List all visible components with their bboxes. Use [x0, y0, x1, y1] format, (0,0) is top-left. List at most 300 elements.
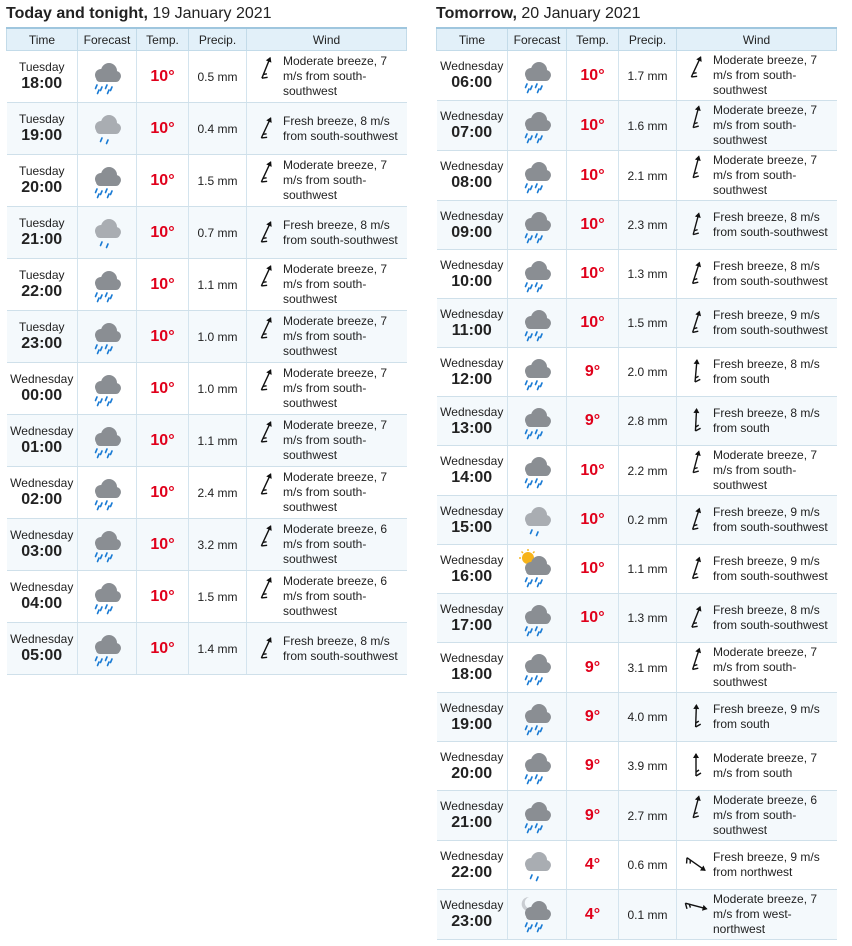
wind-cell	[677, 250, 837, 299]
temperature: 10°	[137, 467, 189, 519]
precipitation: 4.0 mm	[619, 693, 677, 742]
time-cell	[7, 623, 78, 675]
precipitation: 0.6 mm	[619, 841, 677, 890]
wind-arrow-icon	[681, 892, 713, 920]
wind-cell	[247, 519, 407, 571]
temperature: 10°	[567, 446, 619, 496]
hour-label: 21:00	[451, 814, 493, 831]
light-rain-cloud-icon	[87, 136, 127, 150]
rain-cloud-icon	[87, 188, 127, 202]
forecast-row	[7, 415, 407, 467]
wind-arrow-icon	[251, 262, 283, 290]
forecast-row	[437, 151, 837, 201]
wind-description: Moderate breeze, 6 m/s from south-southwest	[713, 793, 818, 837]
hour-label: 00:00	[21, 387, 63, 404]
wind-description: Moderate breeze, 7 m/s from south-southwest	[283, 470, 388, 514]
temperature: 9°	[567, 643, 619, 693]
rain-cloud-icon	[87, 604, 127, 618]
day-label: Wednesday	[440, 208, 504, 223]
forecast-table-today	[6, 27, 407, 675]
temperature: 10°	[567, 101, 619, 151]
time-cell	[437, 643, 508, 693]
wind-arrow-icon	[681, 448, 713, 476]
temperature: 10°	[137, 623, 189, 675]
time-cell	[7, 415, 78, 467]
forecast-cell	[508, 545, 567, 594]
temperature: 10°	[567, 496, 619, 545]
col-time: Time	[437, 28, 508, 51]
day-label: Wednesday	[440, 749, 504, 764]
forecast-row	[437, 643, 837, 693]
wind-description: Fresh breeze, 8 m/s from south-southwest	[283, 633, 398, 663]
forecast-cell	[508, 742, 567, 791]
precipitation: 2.4 mm	[189, 467, 247, 519]
time-cell	[437, 693, 508, 742]
temperature: 9°	[567, 742, 619, 791]
wind-cell	[677, 201, 837, 250]
precipitation: 1.5 mm	[619, 299, 677, 348]
forecast-row	[437, 545, 837, 594]
forecast-row	[437, 348, 837, 397]
temperature: 10°	[137, 51, 189, 103]
day-label: Wednesday	[440, 651, 504, 665]
col-time: Time	[7, 28, 78, 51]
precipitation: 2.1 mm	[619, 151, 677, 201]
wind-cell	[677, 397, 837, 446]
wind-arrow-icon	[251, 634, 283, 662]
forecast-cell	[508, 446, 567, 496]
day-label: Wednesday	[440, 898, 504, 912]
day-label: Wednesday	[440, 404, 504, 419]
light-rain-cloud-icon	[517, 873, 557, 887]
hour-label: 02:00	[21, 491, 63, 508]
hour-label: 23:00	[21, 335, 63, 352]
temperature: 9°	[567, 348, 619, 397]
hour-label: 11:00	[451, 321, 492, 339]
wind-description: Fresh breeze, 8 m/s from south-southwest	[713, 259, 828, 288]
wind-description: Fresh breeze, 8 m/s from south-southwest	[713, 603, 828, 632]
wind-arrow-icon	[681, 603, 713, 631]
time-cell	[7, 467, 78, 519]
rain-cloud-icon	[517, 626, 557, 640]
time-cell	[7, 155, 78, 207]
precipitation: 0.5 mm	[189, 51, 247, 103]
rain-cloud-icon	[517, 83, 557, 97]
rain-cloud-icon	[87, 552, 127, 566]
rain-cloud-icon	[87, 500, 127, 514]
wind-cell	[677, 446, 837, 496]
temperature: 10°	[137, 155, 189, 207]
hour-label: 14:00	[451, 469, 493, 486]
day-label: Wednesday	[440, 257, 504, 272]
forecast-cell	[78, 311, 137, 363]
rain-cloud-icon	[87, 396, 127, 410]
forecast-cell	[508, 299, 567, 348]
precipitation: 0.7 mm	[189, 207, 247, 259]
time-cell	[437, 791, 508, 841]
day-label: Tuesday	[18, 216, 65, 230]
forecast-row	[7, 51, 407, 103]
wind-description: Fresh breeze, 8 m/s from south	[713, 406, 820, 435]
day-label: Tuesday	[18, 268, 65, 282]
forecast-row	[7, 623, 407, 675]
rain-cloud-icon	[517, 133, 557, 147]
time-cell	[7, 519, 78, 571]
wind-description: Moderate breeze, 7 m/s from south-southwest	[713, 645, 818, 689]
forecast-cell	[78, 51, 137, 103]
hour-label: 21:00	[21, 231, 63, 248]
day-label: Tuesday	[18, 320, 65, 334]
wind-description: Fresh breeze, 8 m/s from south	[713, 357, 820, 386]
col-temp: Temp.	[567, 28, 619, 51]
temperature: 10°	[137, 571, 189, 623]
wind-arrow-icon	[681, 751, 713, 779]
precipitation: 1.4 mm	[189, 623, 247, 675]
day-label: Wednesday	[440, 306, 504, 321]
wind-arrow-icon	[681, 308, 713, 336]
wind-cell	[247, 155, 407, 207]
temperature: 10°	[137, 363, 189, 415]
forecast-row	[437, 890, 837, 940]
forecast-row	[7, 103, 407, 155]
light-rain-cloud-icon	[517, 528, 557, 542]
wind-arrow-icon	[251, 314, 283, 342]
rain-cloud-icon	[517, 823, 557, 837]
time-cell	[437, 545, 508, 594]
time-cell	[437, 348, 508, 397]
wind-description: Fresh breeze, 9 m/s from south	[713, 702, 820, 731]
temperature: 10°	[567, 201, 619, 250]
day-label: Wednesday	[440, 159, 504, 173]
wind-description: Moderate breeze, 7 m/s from south-southwest	[283, 262, 388, 306]
time-cell	[437, 299, 508, 348]
wind-cell	[677, 791, 837, 841]
temperature: 9°	[567, 791, 619, 841]
time-cell	[7, 363, 78, 415]
forecast-row	[437, 201, 837, 250]
temperature: 10°	[137, 415, 189, 467]
forecast-row	[437, 250, 837, 299]
wind-arrow-icon	[681, 153, 713, 181]
wind-description: Moderate breeze, 7 m/s from south-southwest	[713, 103, 818, 147]
forecast-cell	[508, 348, 567, 397]
wind-cell	[677, 348, 837, 397]
hour-label: 20:00	[21, 179, 63, 196]
time-cell	[7, 311, 78, 363]
wind-description: Fresh breeze, 8 m/s from south-southwest	[283, 113, 398, 143]
wind-arrow-icon	[681, 554, 713, 582]
rain-cloud-icon	[87, 344, 127, 358]
wind-arrow-icon	[681, 645, 713, 673]
forecast-cell	[508, 841, 567, 890]
temperature: 10°	[567, 151, 619, 201]
rain-cloud-icon	[517, 380, 557, 394]
wind-arrow-icon	[681, 357, 713, 385]
wind-arrow-icon	[681, 259, 713, 287]
forecast-cell	[508, 250, 567, 299]
time-cell	[437, 250, 508, 299]
col-wind: Wind	[247, 28, 407, 51]
rain-cloud-icon	[87, 656, 127, 670]
precipitation: 1.0 mm	[189, 311, 247, 363]
temperature: 10°	[567, 250, 619, 299]
precipitation: 2.7 mm	[619, 791, 677, 841]
hour-label: 07:00	[451, 124, 493, 141]
precipitation: 1.1 mm	[189, 259, 247, 311]
wind-arrow-icon	[681, 702, 713, 730]
time-cell	[437, 890, 508, 940]
precipitation: 1.1 mm	[619, 545, 677, 594]
wind-cell	[247, 623, 407, 675]
precipitation: 2.2 mm	[619, 446, 677, 496]
rain-cloud-icon	[517, 478, 557, 492]
forecast-row	[437, 397, 837, 446]
wind-cell	[247, 467, 407, 519]
hour-label: 13:00	[451, 419, 493, 437]
wind-cell	[677, 51, 837, 101]
forecast-cell	[508, 496, 567, 545]
wind-cell	[677, 594, 837, 643]
wind-description: Fresh breeze, 9 m/s from south-southwest	[713, 505, 828, 534]
temperature: 10°	[137, 259, 189, 311]
forecast-cell	[508, 51, 567, 101]
wind-arrow-icon	[681, 406, 713, 434]
forecast-tomorrow	[436, 0, 836, 940]
time-cell	[7, 571, 78, 623]
time-cell	[7, 207, 78, 259]
forecast-cell	[78, 259, 137, 311]
hour-label: 18:00	[451, 666, 493, 683]
wind-cell	[677, 151, 837, 201]
day-label: Wednesday	[440, 355, 504, 370]
hour-label: 23:00	[451, 913, 493, 930]
forecast-cell	[508, 890, 567, 940]
forecast-row	[437, 841, 837, 890]
precipitation: 3.2 mm	[189, 519, 247, 571]
forecast-row	[7, 519, 407, 571]
forecast-cell	[508, 397, 567, 446]
day-label: Wednesday	[440, 503, 504, 518]
day-label: Wednesday	[10, 528, 74, 542]
wind-description: Fresh breeze, 8 m/s from south-southwest	[713, 210, 828, 239]
day-label: Tuesday	[18, 164, 65, 178]
day-label: Wednesday	[440, 601, 504, 616]
time-cell	[7, 51, 78, 103]
hour-label: 19:00	[21, 127, 63, 144]
rain-cloud-icon	[517, 282, 557, 296]
moon-rain-cloud-icon	[517, 922, 557, 936]
forecast-row	[437, 51, 837, 101]
wind-description: Moderate breeze, 7 m/s from south-southwest	[283, 366, 388, 410]
precipitation: 0.2 mm	[619, 496, 677, 545]
forecast-row	[437, 791, 837, 841]
wind-arrow-icon	[251, 158, 283, 186]
day-label: Wednesday	[10, 372, 74, 386]
wind-description: Moderate breeze, 7 m/s from south-southwest	[283, 314, 388, 358]
wind-description: Moderate breeze, 7 m/s from south	[713, 751, 818, 780]
wind-cell	[247, 571, 407, 623]
wind-cell	[677, 496, 837, 545]
wind-arrow-icon	[251, 574, 283, 602]
temperature: 4°	[567, 890, 619, 940]
day-label: Wednesday	[440, 109, 504, 123]
hour-label: 09:00	[451, 223, 493, 241]
rain-cloud-icon	[87, 84, 127, 98]
forecast-today	[6, 0, 406, 675]
precipitation: 1.1 mm	[189, 415, 247, 467]
time-cell	[437, 742, 508, 791]
precipitation: 1.3 mm	[619, 594, 677, 643]
hour-label: 19:00	[451, 715, 493, 733]
wind-cell	[247, 51, 407, 103]
forecast-row	[437, 693, 837, 742]
wind-arrow-icon	[251, 54, 283, 82]
day-label: Wednesday	[440, 59, 504, 73]
hour-label: 22:00	[21, 283, 63, 300]
temperature: 10°	[567, 51, 619, 101]
forecast-row	[437, 299, 837, 348]
sun-rain-cloud-icon	[517, 577, 557, 591]
wind-arrow-icon	[681, 793, 713, 821]
day-label: Tuesday	[18, 112, 65, 126]
forecast-cell	[78, 415, 137, 467]
col-wind: Wind	[677, 28, 837, 51]
forecast-row	[7, 467, 407, 519]
wind-cell	[677, 299, 837, 348]
wind-arrow-icon	[251, 470, 283, 498]
col-precip: Precip.	[619, 28, 677, 51]
forecast-row	[437, 742, 837, 791]
forecast-row	[437, 101, 837, 151]
precipitation: 1.0 mm	[189, 363, 247, 415]
precipitation: 0.4 mm	[189, 103, 247, 155]
forecast-cell	[78, 155, 137, 207]
hour-label: 22:00	[451, 863, 493, 881]
forecast-row	[437, 594, 837, 643]
forecast-cell	[78, 519, 137, 571]
forecast-row	[437, 496, 837, 545]
day-label: Wednesday	[10, 424, 74, 438]
col-forecast: Forecast	[78, 28, 137, 51]
forecast-cell	[78, 467, 137, 519]
temperature: 10°	[567, 299, 619, 348]
precipitation: 3.1 mm	[619, 643, 677, 693]
wind-cell	[677, 545, 837, 594]
forecast-cell	[508, 151, 567, 201]
forecast-cell	[78, 623, 137, 675]
hour-label: 06:00	[451, 74, 493, 91]
section-heading-tomorrow: Tomorrow, 20 January 2021	[436, 5, 641, 22]
hour-label: 16:00	[451, 567, 493, 585]
forecast-row	[7, 363, 407, 415]
precipitation: 2.3 mm	[619, 201, 677, 250]
wind-arrow-icon	[681, 505, 713, 533]
day-label: Wednesday	[10, 476, 74, 490]
rain-cloud-icon	[517, 183, 557, 197]
day-label: Wednesday	[440, 848, 504, 863]
forecast-cell	[78, 363, 137, 415]
wind-description: Moderate breeze, 7 m/s from south-southwest	[713, 53, 818, 97]
rain-cloud-icon	[517, 774, 557, 788]
forecast-row	[7, 571, 407, 623]
precipitation: 1.7 mm	[619, 51, 677, 101]
wind-arrow-icon	[251, 522, 283, 550]
temperature: 10°	[137, 519, 189, 571]
wind-cell	[677, 101, 837, 151]
wind-arrow-icon	[251, 366, 283, 394]
col-precip: Precip.	[189, 28, 247, 51]
temperature: 10°	[567, 545, 619, 594]
forecast-row	[7, 311, 407, 363]
rain-cloud-icon	[87, 448, 127, 462]
wind-arrow-icon	[681, 210, 713, 238]
forecast-row	[7, 259, 407, 311]
wind-description: Moderate breeze, 7 m/s from west-northwest	[713, 892, 818, 936]
time-cell	[7, 259, 78, 311]
wind-arrow-icon	[251, 418, 283, 446]
hour-label: 17:00	[451, 616, 493, 634]
wind-description: Moderate breeze, 7 m/s from south-southwest	[713, 448, 818, 492]
temperature: 9°	[567, 397, 619, 446]
forecast-table-tomorrow	[436, 27, 837, 940]
day-label: Wednesday	[440, 454, 504, 468]
time-cell	[7, 103, 78, 155]
temperature: 10°	[567, 594, 619, 643]
wind-description: Moderate breeze, 7 m/s from south-southwest	[283, 158, 388, 202]
hour-label: 18:00	[21, 75, 63, 92]
wind-cell	[247, 363, 407, 415]
wind-cell	[677, 693, 837, 742]
wind-cell	[677, 742, 837, 791]
forecast-row	[7, 207, 407, 259]
wind-arrow-icon	[251, 114, 283, 142]
hour-label: 03:00	[21, 543, 63, 560]
rain-cloud-icon	[517, 331, 557, 345]
forecast-row	[437, 446, 837, 496]
wind-arrow-icon	[681, 53, 713, 81]
wind-description: Fresh breeze, 9 m/s from northwest	[713, 850, 820, 879]
precipitation: 2.8 mm	[619, 397, 677, 446]
precipitation: 1.5 mm	[189, 571, 247, 623]
hour-label: 01:00	[21, 439, 63, 456]
time-cell	[437, 594, 508, 643]
precipitation: 1.6 mm	[619, 101, 677, 151]
hour-label: 10:00	[451, 272, 493, 290]
forecast-cell	[78, 207, 137, 259]
time-cell	[437, 496, 508, 545]
temperature: 10°	[137, 311, 189, 363]
wind-description: Moderate breeze, 6 m/s from south-southwest	[283, 574, 388, 618]
wind-description: Moderate breeze, 6 m/s from south-southwest	[283, 522, 388, 566]
wind-description: Moderate breeze, 7 m/s from south-southwest	[283, 418, 388, 462]
temperature: 10°	[137, 103, 189, 155]
day-label: Tuesday	[18, 60, 65, 74]
wind-cell	[677, 890, 837, 940]
rain-cloud-icon	[517, 429, 557, 443]
precipitation: 1.3 mm	[619, 250, 677, 299]
day-label: Wednesday	[440, 700, 504, 715]
wind-cell	[247, 415, 407, 467]
wind-cell	[247, 103, 407, 155]
day-label: Wednesday	[440, 552, 504, 567]
wind-cell	[247, 259, 407, 311]
forecast-cell	[508, 594, 567, 643]
wind-arrow-icon	[681, 103, 713, 131]
rain-cloud-icon	[87, 292, 127, 306]
forecast-cell	[508, 693, 567, 742]
wind-description: Fresh breeze, 8 m/s from south-southwest	[283, 217, 398, 247]
temperature: 4°	[567, 841, 619, 890]
